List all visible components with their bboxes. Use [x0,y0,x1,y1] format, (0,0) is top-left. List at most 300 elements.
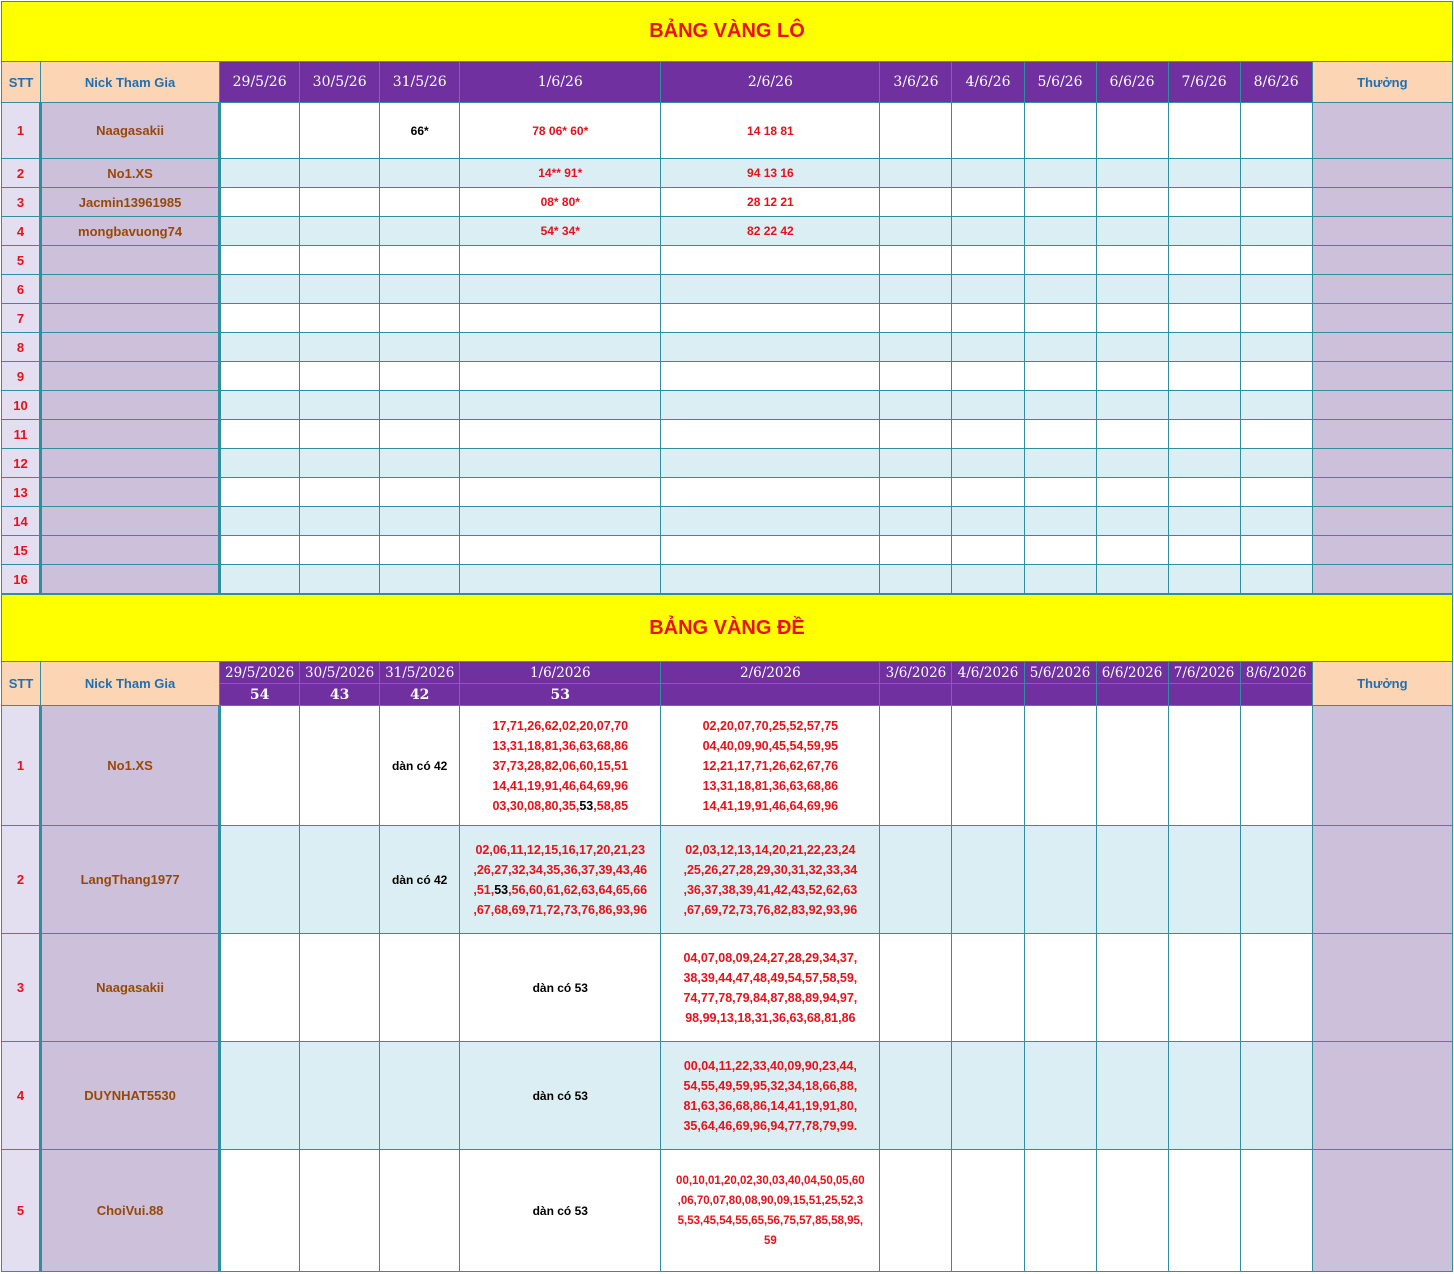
de-line: ,26,27,32,34,35,36,37,39,43,46 [473,862,648,877]
lo-row-stt: 14 [2,507,41,536]
lo-cell [300,449,380,478]
lo-cell [661,275,880,304]
lo-cell [952,246,1024,275]
lo-cell [1168,188,1240,217]
lo-cell [460,507,661,536]
lo-row [2,217,1453,246]
de-cell [1168,934,1240,1042]
lo-row-nick [41,536,220,565]
de-cell [1024,706,1096,826]
lo-header-date: 2/6/26 [661,62,880,103]
lo-row-thuong [1312,565,1452,594]
lo-cell [880,536,952,565]
de-line: ,36,37,38,39,41,42,43,52,62,63 [683,882,858,897]
de-header-date: 6/6/2026 [1096,662,1168,684]
de-cell: dàn có 42 [380,706,460,826]
lo-row [2,420,1453,449]
lo-cell [1024,565,1096,594]
lo-cell [300,333,380,362]
de-result [1240,684,1312,706]
de-line: ,25,26,27,28,29,30,31,32,33,34 [683,862,858,877]
lo-cell [1096,275,1168,304]
lo-cell [1240,333,1312,362]
lo-cell [952,565,1024,594]
de-line: 54,55,49,59,95,32,34,18,66,88, [683,1078,858,1093]
de-cell [952,706,1024,826]
lo-row-thuong [1312,507,1452,536]
lo-cell [220,188,300,217]
de-row-stt: 3 [2,934,41,1042]
lo-cell [460,391,661,420]
lo-cell [220,565,300,594]
de-line: 02,06,11,12,15,16,17,20,21,23 [475,842,646,857]
de-cell [220,1042,300,1150]
lo-row-stt: 15 [2,536,41,565]
lo-cell [220,391,300,420]
lo-cell [380,362,460,391]
lo-cell [380,188,460,217]
lo-row [2,103,1453,159]
de-row-stt: 1 [2,706,41,826]
lo-row-stt: 4 [2,217,41,246]
de-line: 00,10,01,20,02,30,03,40,04,50,05,60 [676,1174,865,1187]
lo-cell [1024,275,1096,304]
lo-cell [220,159,300,188]
de-line: 14,41,19,91,46,64,69,96 [492,778,629,793]
lo-row-stt: 12 [2,449,41,478]
lo-cell [880,565,952,594]
lo-cell [1168,333,1240,362]
lo-row-stt: 13 [2,478,41,507]
de-cell [952,826,1024,934]
de-line: 04,07,08,09,24,27,28,29,34,37, [683,950,858,965]
lo-row-nick: Jacmin13961985 [41,188,220,217]
lo-cell [661,449,880,478]
lo-cell [880,449,952,478]
lo-cell [952,103,1024,159]
de-result: 43 [300,684,380,706]
lo-cell [1024,536,1096,565]
lo-cell [1240,478,1312,507]
lo-row-thuong [1312,333,1452,362]
lo-cell [380,275,460,304]
lo-cell [380,333,460,362]
lo-cell [1024,103,1096,159]
lo-cell [1240,159,1312,188]
lo-row-thuong [1312,536,1452,565]
lo-cell [880,362,952,391]
lo-header-date: 5/6/26 [1024,62,1096,103]
lo-cell [1096,188,1168,217]
de-cell [952,1042,1024,1150]
de-hit: 53 [579,798,594,813]
lo-cell [460,304,661,333]
lo-cell [460,478,661,507]
de-cell [1168,1150,1240,1272]
de-cell [1168,706,1240,826]
lo-row [2,304,1453,333]
lo-cell [380,420,460,449]
lo-cell [1168,217,1240,246]
lo-cell [1240,391,1312,420]
lo-cell [661,420,880,449]
lo-cell [1240,565,1312,594]
lo-cell [1168,391,1240,420]
lo-cell [1024,333,1096,362]
de-cell [300,1042,380,1150]
lo-cell [380,246,460,275]
de-line: 04,40,09,90,45,54,59,95 [702,738,839,753]
lo-cell [220,536,300,565]
de-line: 12,21,17,71,26,62,67,76 [702,758,839,773]
lo-cell [952,536,1024,565]
de-row-stt: 4 [2,1042,41,1150]
lo-row-thuong [1312,449,1452,478]
de-line: 38,39,44,47,48,49,54,57,58,59, [683,970,858,985]
lo-row-thuong [1312,362,1452,391]
lo-row-stt: 1 [2,103,41,159]
lo-row-thuong [1312,217,1452,246]
lo-header-date: 30/5/26 [300,62,380,103]
lo-title: BẢNG VÀNG LÔ [2,2,1453,62]
lo-cell [1168,507,1240,536]
lo-cell: 78 06* 60* [460,103,661,159]
lo-cell [1168,362,1240,391]
lo-cell [1240,449,1312,478]
lo-row-stt: 5 [2,246,41,275]
de-line: ,06,70,07,80,08,90,09,15,51,25,52,3 [677,1194,864,1207]
de-cell: dàn có 42 [380,826,460,934]
lo-row [2,188,1453,217]
lo-table [1,1,1453,594]
lo-row-nick: mongbavuong74 [41,217,220,246]
de-row-nick: LangThang1977 [41,826,220,934]
de-cell [1168,826,1240,934]
lo-cell [300,103,380,159]
lo-row-stt: 9 [2,362,41,391]
lo-cell [1168,304,1240,333]
lo-cell [460,420,661,449]
de-cell [880,706,952,826]
de-cell [880,826,952,934]
de-row-stt: 5 [2,1150,41,1272]
lo-cell [1240,362,1312,391]
lo-cell [300,275,380,304]
lo-cell [300,246,380,275]
de-result [1024,684,1096,706]
lo-cell [952,188,1024,217]
lo-cell [220,304,300,333]
lo-row-nick [41,391,220,420]
lo-cell [880,507,952,536]
lo-row [2,246,1453,275]
de-header-stt: STT [2,662,41,706]
lo-header-date: 1/6/26 [460,62,661,103]
de-cell [880,934,952,1042]
lo-cell [300,420,380,449]
de-cell [220,826,300,934]
lo-row [2,275,1453,304]
de-cell [300,1150,380,1272]
de-table [1,594,1453,1272]
lo-row [2,333,1453,362]
de-line: ,67,68,69,71,72,73,76,86,93,96 [473,902,648,917]
lo-row-nick [41,304,220,333]
lo-cell [952,507,1024,536]
de-result [1168,684,1240,706]
lo-row [2,391,1453,420]
de-cell [380,1150,460,1272]
lo-cell [880,333,952,362]
lo-cell [1096,304,1168,333]
de-cell [1240,1042,1312,1150]
lo-cell [880,275,952,304]
de-cell [1240,934,1312,1042]
lo-cell [1024,304,1096,333]
lo-cell [661,478,880,507]
lo-row-nick [41,333,220,362]
lo-row-stt: 2 [2,159,41,188]
lo-row [2,449,1453,478]
de-header-date: 3/6/2026 [880,662,952,684]
de-seg: ,58,85 [593,798,629,813]
lo-cell [1024,449,1096,478]
lo-cell [1168,159,1240,188]
de-cell [220,1150,300,1272]
de-row-thuong [1312,1150,1452,1272]
de-cell-numbers [661,934,880,1042]
lo-row-stt: 7 [2,304,41,333]
lo-cell [1024,188,1096,217]
de-cell [1240,826,1312,934]
lo-row-nick [41,507,220,536]
lo-cell [880,217,952,246]
lo-header-stt: STT [2,62,41,103]
de-row-nick: ChoiVui.88 [41,1150,220,1272]
de-line: ,67,69,72,73,76,82,83,92,93,96 [683,902,858,917]
lo-cell [300,507,380,536]
lo-header-date: 31/5/26 [380,62,460,103]
lo-cell [220,449,300,478]
lo-cell: 08* 80* [460,188,661,217]
lo-cell [880,246,952,275]
lo-cell [661,391,880,420]
lo-cell [1096,103,1168,159]
de-row-thuong [1312,826,1452,934]
lo-cell [1168,478,1240,507]
lo-cell [220,478,300,507]
lo-row-nick [41,275,220,304]
lo-cell [300,536,380,565]
lo-cell [1240,246,1312,275]
de-cell [1024,1042,1096,1150]
de-cell-numbers [661,1150,880,1272]
lo-cell [661,246,880,275]
de-cell [1096,706,1168,826]
de-result: 54 [220,684,300,706]
lo-cell [1096,449,1168,478]
lo-cell [1096,391,1168,420]
lo-row-thuong [1312,188,1452,217]
lo-row-nick [41,449,220,478]
lo-row-thuong [1312,420,1452,449]
lo-row [2,159,1453,188]
lo-cell: 28 12 21 [661,188,880,217]
lo-cell [1096,478,1168,507]
de-line: 37,73,28,82,06,60,15,51 [492,758,629,773]
lo-row-nick: Naagasakii [41,103,220,159]
lo-cell [460,536,661,565]
de-result [661,684,880,706]
lo-header-date: 3/6/26 [880,62,952,103]
de-cell-numbers [661,1042,880,1150]
lo-cell [952,275,1024,304]
lo-cell [1240,536,1312,565]
lo-row [2,362,1453,391]
lo-cell [220,246,300,275]
de-line: 5,53,45,54,55,65,56,75,57,85,58,95, [677,1214,864,1227]
lo-cell [220,420,300,449]
lo-cell [1024,362,1096,391]
lo-row-nick [41,420,220,449]
lo-row [2,478,1453,507]
de-cell [300,706,380,826]
lo-row-nick: No1.XS [41,159,220,188]
lo-header-date: 29/5/26 [220,62,300,103]
lo-cell: 94 13 16 [661,159,880,188]
lo-cell: 66* [380,103,460,159]
lo-cell [1096,159,1168,188]
de-cell: dàn có 53 [460,1150,661,1272]
lo-cell [1096,565,1168,594]
de-header-date: 8/6/2026 [1240,662,1312,684]
de-cell [1096,1042,1168,1150]
lo-cell [661,565,880,594]
lo-row-stt: 3 [2,188,41,217]
de-cell [880,1042,952,1150]
de-header-date: 30/5/2026 [300,662,380,684]
de-line: 17,71,26,62,02,20,07,70 [492,718,629,733]
lo-row-nick [41,246,220,275]
de-result: 53 [460,684,661,706]
lo-row-stt: 16 [2,565,41,594]
de-row-thuong [1312,934,1452,1042]
de-line: 02,03,12,13,14,20,21,22,23,24 [685,842,856,857]
de-header-nick: Nick Tham Gia [41,662,220,706]
lo-cell [1024,246,1096,275]
lo-cell [380,217,460,246]
lo-cell [880,478,952,507]
de-cell [1096,934,1168,1042]
lo-cell [460,246,661,275]
lo-cell [380,565,460,594]
de-cell [220,934,300,1042]
lo-cell [661,536,880,565]
de-header-date: 5/6/2026 [1024,662,1096,684]
lo-row [2,565,1453,594]
lo-cell [380,507,460,536]
lo-cell [380,159,460,188]
lo-cell [1240,304,1312,333]
lo-cell [300,188,380,217]
lo-row-nick [41,362,220,391]
de-cell [380,1042,460,1150]
lo-cell [1096,362,1168,391]
lo-cell [1168,275,1240,304]
de-cell [1024,934,1096,1042]
lo-cell [1024,420,1096,449]
lo-cell [952,478,1024,507]
lo-cell [952,420,1024,449]
lo-cell [1240,420,1312,449]
lo-row-thuong [1312,304,1452,333]
lo-cell [661,507,880,536]
lo-row-thuong [1312,391,1452,420]
lo-cell [880,159,952,188]
lo-cell [1024,159,1096,188]
lo-header-date: 6/6/26 [1096,62,1168,103]
lo-cell [952,159,1024,188]
de-seg: 03,30,08,80,35, [492,798,580,813]
de-title: BẢNG VÀNG ĐỀ [2,595,1453,662]
lo-cell [300,565,380,594]
lo-cell [1024,391,1096,420]
lo-cell: 14** 91* [460,159,661,188]
de-line: 02,20,07,70,25,52,57,75 [702,718,839,733]
lo-cell: 82 22 42 [661,217,880,246]
lo-cell [1168,536,1240,565]
lo-cell [1096,246,1168,275]
de-cell [220,706,300,826]
lo-cell [1096,333,1168,362]
lo-cell [1024,507,1096,536]
lo-cell [1240,507,1312,536]
de-line: 98,99,13,18,31,36,63,68,81,86 [685,1010,856,1025]
lo-header-nick: Nick Tham Gia [41,62,220,103]
lo-row-thuong [1312,275,1452,304]
lo-cell [952,333,1024,362]
lo-cell [1168,565,1240,594]
lo-header-thuong: Thưởng [1312,62,1452,103]
de-line: 14,41,19,91,46,64,69,96 [702,798,839,813]
lo-cell [952,391,1024,420]
de-line: 59 [763,1234,777,1247]
lo-row [2,507,1453,536]
de-cell-numbers [460,706,661,826]
lo-row-thuong [1312,478,1452,507]
de-line: 81,63,36,68,86,14,41,19,91,80, [683,1098,858,1113]
lo-cell [1096,217,1168,246]
de-row-nick: Naagasakii [41,934,220,1042]
lo-cell [661,362,880,391]
de-cell-numbers [661,706,880,826]
de-cell [380,934,460,1042]
lo-cell [880,420,952,449]
lo-cell [380,391,460,420]
lo-cell [460,449,661,478]
de-cell [300,826,380,934]
de-cell [1024,1150,1096,1272]
de-result [1096,684,1168,706]
lo-cell [380,536,460,565]
lo-cell [880,188,952,217]
de-header-date: 29/5/2026 [220,662,300,684]
de-cell [1240,706,1312,826]
de-line: 13,31,18,81,36,63,68,86 [702,778,839,793]
de-line [460,880,660,900]
lo-cell [460,362,661,391]
de-line: 00,04,11,22,33,40,09,90,23,44, [683,1058,857,1073]
